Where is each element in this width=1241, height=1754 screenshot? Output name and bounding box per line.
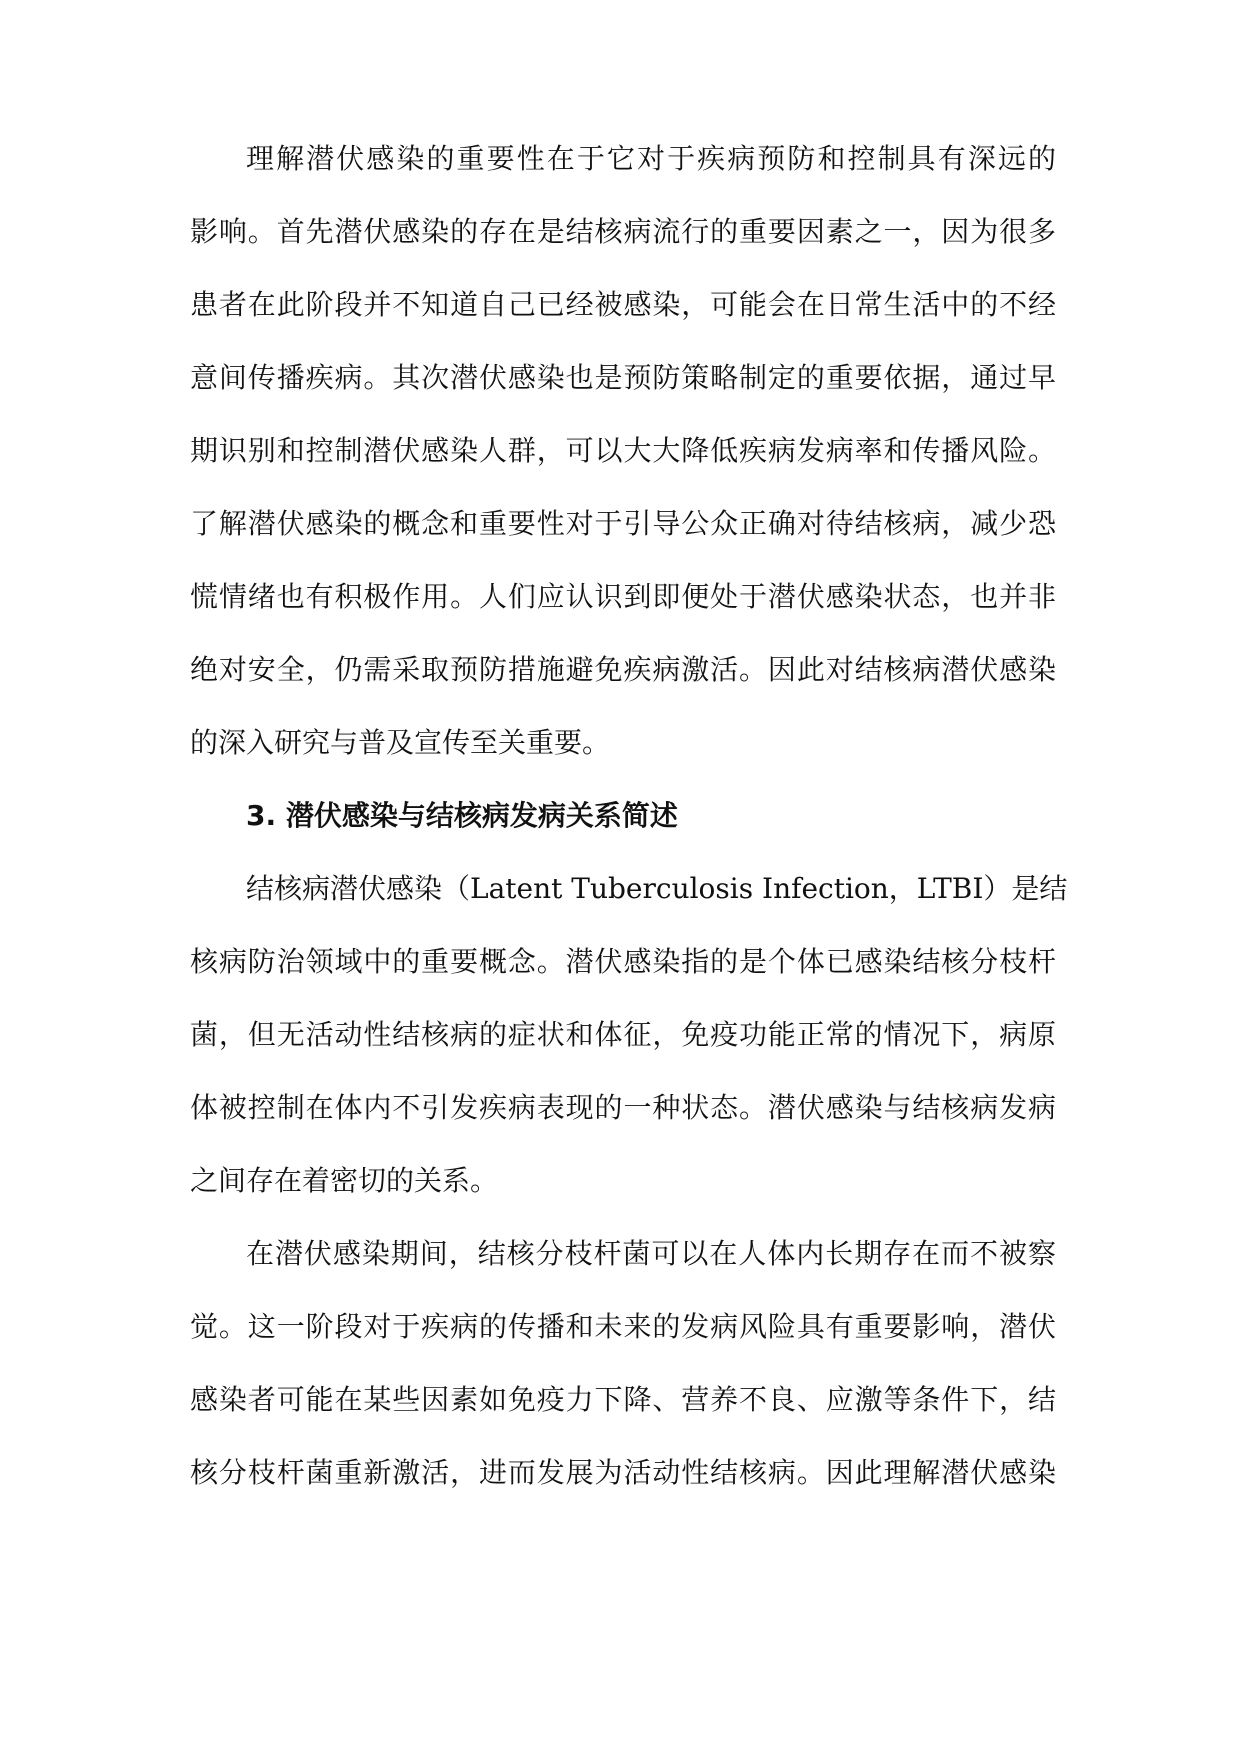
- paragraph: [190, 140, 1056, 762]
- paragraph-line: 了解潜伏感染的概念和重要性对于引导公众正确对待结核病，减少恐: [190, 507, 1056, 540]
- paragraph: [190, 870, 1068, 1200]
- paragraph-line: 核病防治领域中的重要概念。潜伏感染指的是个体已感染结核分枝杆: [190, 945, 1056, 978]
- paragraph-line: 核分枝杆菌重新激活，进而发展为活动性结核病。因此理解潜伏感染: [190, 1456, 1056, 1489]
- document-body: [190, 140, 1068, 1527]
- section-heading: 3. 潜伏感染与结核病发病关系简述: [246, 799, 678, 832]
- paragraph-line: 觉。这一阶段对于疾病的传播和未来的发病风险具有重要影响，潜伏: [190, 1310, 1056, 1343]
- paragraph-line: 影响。首先潜伏感染的存在是结核病流行的重要因素之一，因为很多: [190, 215, 1056, 248]
- paragraph-line: 慌情绪也有积极作用。人们应认识到即便处于潜伏感染状态，也并非: [190, 580, 1056, 613]
- paragraph-line: 在潜伏感染期间，结核分枝杆菌可以在人体内长期存在而不被察: [246, 1237, 1056, 1270]
- paragraph-line: 理解潜伏感染的重要性在于它对于疾病预防和控制具有深远的: [246, 142, 1056, 175]
- paragraph-line: 结核病潜伏感染（Latent Tuberculosis Infection，LTBI）是结: [246, 872, 1068, 905]
- paragraph-line: 患者在此阶段并不知道自己已经被感染，可能会在日常生活中的不经: [190, 288, 1056, 321]
- paragraph-line: 绝对安全，仍需采取预防措施避免疾病激活。因此对结核病潜伏感染: [190, 653, 1056, 686]
- paragraph-line: 感染者可能在某些因素如免疫力下降、营养不良、应激等条件下，结: [190, 1383, 1056, 1416]
- paragraph-line: 期识别和控制潜伏感染人群，可以大大降低疾病发病率和传播风险。: [190, 434, 1056, 467]
- paragraph-line: 菌，但无活动性结核病的症状和体征，免疫功能正常的情况下，病原: [190, 1018, 1056, 1051]
- paragraph-line: 体被控制在体内不引发疾病表现的一种状态。潜伏感染与结核病发病: [190, 1091, 1056, 1124]
- paragraph: [190, 1235, 1056, 1492]
- paragraph-line: 意间传播疾病。其次潜伏感染也是预防策略制定的重要依据，通过早: [190, 361, 1056, 394]
- paragraph-line: 的深入研究与普及宣传至关重要。: [190, 726, 611, 759]
- paragraph-line: 之间存在着密切的关系。: [190, 1164, 499, 1197]
